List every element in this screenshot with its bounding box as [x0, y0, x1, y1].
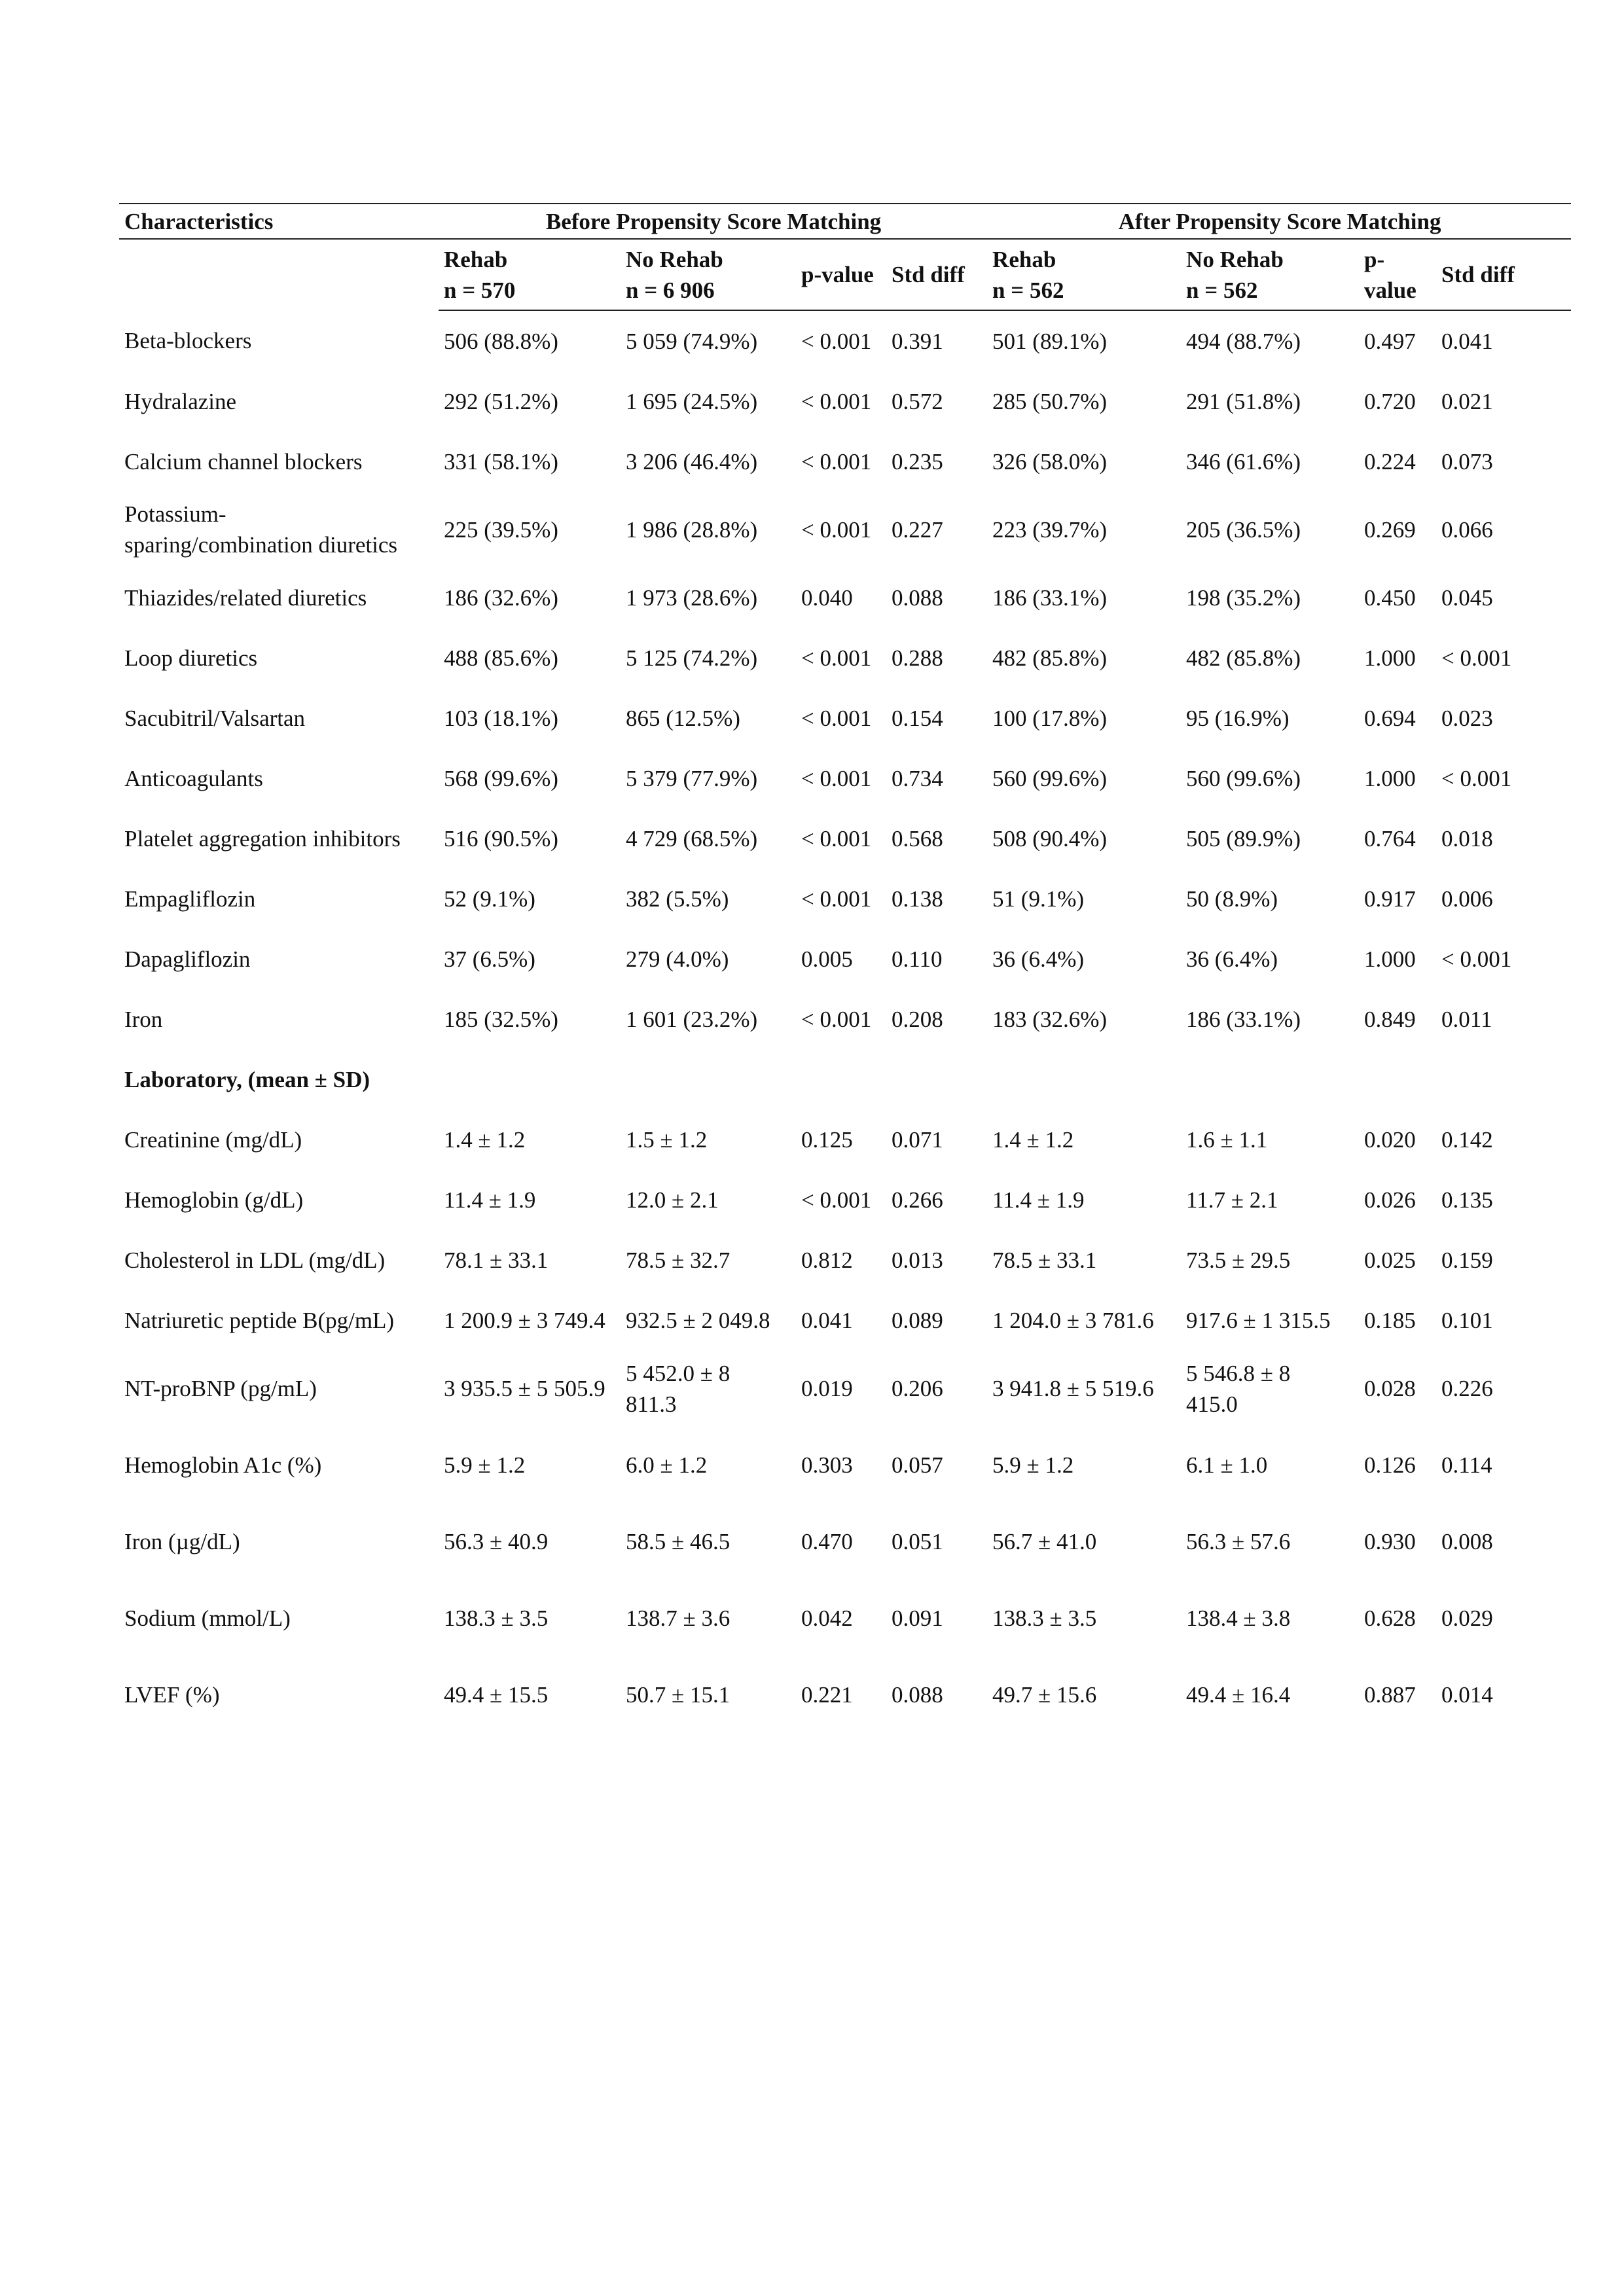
table-row	[119, 1109, 1571, 1170]
cell-before-p-value: < 0.001	[801, 388, 872, 414]
cell-after-no-rehab: 494 (88.7%)	[1186, 328, 1301, 354]
cell-before-p-value: 0.005	[801, 946, 853, 972]
cell-before-rehab: 331 (58.1%)	[444, 448, 558, 475]
row-label: Sodium (mmol/L)	[124, 1605, 291, 1631]
cell-before-rehab: 488 (85.6%)	[444, 645, 558, 671]
cell-before-rehab: 103 (18.1%)	[444, 705, 558, 731]
cell-after-rehab: 482 (85.8%)	[992, 645, 1108, 671]
cell-before-std-diff: 0.206	[892, 1376, 943, 1401]
cell-before-std-diff: 0.288	[892, 645, 943, 671]
cell-before-p-value: 0.221	[801, 1682, 853, 1708]
row-label: Beta-blockers	[124, 328, 252, 353]
cell-after-p-value: 0.849	[1364, 1006, 1416, 1032]
cell-before-no-rehab: 12.0 ± 2.1	[626, 1187, 719, 1213]
cell-after-std-diff: 0.029	[1441, 1605, 1493, 1631]
cell-before-std-diff: 0.013	[892, 1247, 943, 1273]
cell-before-std-diff: 0.089	[892, 1307, 943, 1333]
cell-before-std-diff: 0.138	[892, 886, 943, 912]
row-label: Iron (µg/dL)	[124, 1529, 240, 1554]
cell-before-p-value: 0.041	[801, 1307, 853, 1333]
cell-after-no-rehab: 73.5 ± 29.5	[1186, 1247, 1291, 1273]
cell-before-rehab: 506 (88.8%)	[444, 328, 558, 354]
cell-after-std-diff: 0.073	[1441, 448, 1493, 475]
cell-before-rehab: 1.4 ± 1.2	[444, 1126, 526, 1153]
cell-before-std-diff: 0.088	[892, 584, 943, 611]
cell-after-no-rehab: 11.7 ± 2.1	[1186, 1187, 1278, 1213]
cell-before-rehab: 49.4 ± 15.5	[444, 1682, 549, 1708]
header-after-no-rehab: No Rehab n = 562	[1181, 239, 1359, 310]
cell-after-p-value: 0.497	[1364, 328, 1416, 354]
cell-before-no-rehab: 932.5 ± 2 049.8	[626, 1307, 770, 1333]
header-empty-cell	[119, 239, 439, 310]
cell-before-rehab: 186 (32.6%)	[444, 584, 558, 611]
cell-before-p-value: 0.125	[801, 1126, 853, 1153]
table-row	[119, 628, 1571, 688]
cell-after-std-diff: 0.114	[1441, 1452, 1492, 1478]
cell-after-p-value: 0.694	[1364, 705, 1416, 731]
cell-after-std-diff: < 0.001	[1441, 946, 1512, 972]
cell-before-std-diff: 0.266	[892, 1187, 943, 1213]
cell-before-p-value: 0.303	[801, 1452, 853, 1478]
cell-before-rehab: 5.9 ± 1.2	[444, 1452, 526, 1478]
cell-before-rehab: 185 (32.5%)	[444, 1006, 558, 1032]
cell-after-std-diff: 0.018	[1441, 825, 1493, 852]
table-row	[119, 1427, 1571, 1503]
row-label: Platelet aggregation inhibitors	[124, 825, 401, 852]
table-header-group-row	[119, 204, 1571, 239]
cell-after-p-value: 0.764	[1364, 825, 1416, 852]
row-label: Sacubitril/Valsartan	[124, 705, 306, 731]
cell-after-p-value: 0.269	[1364, 516, 1416, 543]
cell-after-rehab: 5.9 ± 1.2	[992, 1452, 1074, 1478]
cell-after-rehab: 560 (99.6%)	[992, 765, 1108, 791]
cell-after-rehab: 138.3 ± 3.5	[992, 1605, 1097, 1631]
cell-before-std-diff: 0.154	[892, 705, 943, 731]
cell-after-p-value: 0.185	[1364, 1307, 1416, 1333]
characteristics-table-wrap	[119, 203, 1571, 1733]
table-row	[119, 688, 1571, 748]
cell-after-std-diff: 0.011	[1441, 1006, 1492, 1032]
cell-before-std-diff: 0.568	[892, 825, 943, 852]
cell-after-no-rehab: 291 (51.8%)	[1186, 388, 1301, 414]
cell-before-rehab: 516 (90.5%)	[444, 825, 558, 852]
cell-before-no-rehab: 382 (5.5%)	[626, 886, 729, 912]
cell-after-p-value: 1.000	[1364, 946, 1416, 972]
cell-after-std-diff: 0.008	[1441, 1529, 1493, 1554]
cell-before-rehab: 11.4 ± 1.9	[444, 1187, 536, 1213]
cell-after-no-rehab: 346 (61.6%)	[1186, 448, 1301, 475]
cell-after-rehab: 3 941.8 ± 5 519.6	[992, 1376, 1154, 1401]
table-row	[119, 1230, 1571, 1290]
cell-before-p-value: 0.042	[801, 1605, 853, 1631]
cell-after-rehab: 1.4 ± 1.2	[992, 1126, 1074, 1153]
cell-after-no-rehab: 505 (89.9%)	[1186, 825, 1301, 852]
cell-before-no-rehab: 5 452.0 ± 8 811.3	[626, 1360, 731, 1417]
cell-after-no-rehab: 6.1 ± 1.0	[1186, 1452, 1268, 1478]
cell-before-no-rehab: 50.7 ± 15.1	[626, 1682, 731, 1708]
cell-after-std-diff: < 0.001	[1441, 765, 1512, 791]
cell-after-no-rehab: 95 (16.9%)	[1186, 705, 1290, 731]
cell-after-no-rehab: 198 (35.2%)	[1186, 584, 1301, 611]
cell-before-no-rehab: 5 125 (74.2%)	[626, 645, 758, 671]
table-row	[119, 748, 1571, 808]
cell-before-std-diff: 0.071	[892, 1126, 943, 1153]
header-after-matching: After Propensity Score Matching	[987, 204, 1571, 239]
cell-before-rehab: 225 (39.5%)	[444, 516, 558, 543]
cell-before-no-rehab: 1.5 ± 1.2	[626, 1126, 708, 1153]
header-before-rehab: Rehab n = 570	[439, 239, 621, 310]
cell-after-std-diff: 0.159	[1441, 1247, 1493, 1273]
table-row	[119, 989, 1571, 1049]
row-label: Creatinine (mg/dL)	[124, 1126, 302, 1153]
cell-before-no-rehab: 78.5 ± 32.7	[626, 1247, 731, 1273]
cell-before-no-rehab: 1 986 (28.8%)	[626, 516, 758, 543]
cell-before-rehab: 568 (99.6%)	[444, 765, 558, 791]
cell-after-p-value: 0.126	[1364, 1452, 1416, 1478]
cell-after-p-value: 0.020	[1364, 1126, 1416, 1153]
cell-after-p-value: 1.000	[1364, 645, 1416, 671]
cell-before-no-rehab: 6.0 ± 1.2	[626, 1452, 708, 1478]
cell-before-std-diff: 0.057	[892, 1452, 943, 1478]
cell-before-rehab: 292 (51.2%)	[444, 388, 558, 414]
cell-before-no-rehab: 58.5 ± 46.5	[626, 1529, 731, 1554]
cell-after-p-value: 0.628	[1364, 1605, 1416, 1631]
laboratory-section-heading: Laboratory, (mean ± SD)	[124, 1066, 370, 1092]
cell-after-rehab: 36 (6.4%)	[992, 946, 1085, 972]
cell-after-std-diff: 0.014	[1441, 1682, 1493, 1708]
cell-before-p-value: < 0.001	[801, 328, 872, 354]
cell-after-rehab: 183 (32.6%)	[992, 1006, 1108, 1032]
cell-after-p-value: 0.720	[1364, 388, 1416, 414]
cell-after-rehab: 51 (9.1%)	[992, 886, 1085, 912]
cell-before-rehab: 52 (9.1%)	[444, 886, 535, 912]
row-label: NT-proBNP (pg/mL)	[124, 1376, 317, 1401]
cell-before-std-diff: 0.110	[892, 946, 943, 972]
cell-after-no-rehab: 917.6 ± 1 315.5	[1186, 1307, 1331, 1333]
cell-after-p-value: 1.000	[1364, 765, 1416, 791]
row-label: Thiazides/related diuretics	[124, 584, 367, 611]
cell-after-no-rehab: 49.4 ± 16.4	[1186, 1682, 1291, 1708]
row-label: Potassium- sparing/combination diuretics	[124, 501, 397, 558]
cell-before-std-diff: 0.391	[892, 328, 943, 354]
cell-after-rehab: 56.7 ± 41.0	[992, 1529, 1097, 1554]
cell-before-rehab: 78.1 ± 33.1	[444, 1247, 549, 1273]
characteristics-table	[119, 203, 1571, 1733]
row-label: Hydralazine	[124, 388, 237, 414]
table-row	[119, 1350, 1571, 1427]
cell-after-p-value: 0.025	[1364, 1247, 1416, 1273]
cell-before-no-rehab: 1 973 (28.6%)	[626, 584, 758, 611]
cell-after-no-rehab: 138.4 ± 3.8	[1186, 1605, 1291, 1631]
cell-before-no-rehab: 5 379 (77.9%)	[626, 765, 758, 791]
cell-before-no-rehab: 5 059 (74.9%)	[626, 328, 758, 354]
cell-after-std-diff: 0.006	[1441, 886, 1493, 912]
cell-after-rehab: 100 (17.8%)	[992, 705, 1108, 731]
row-label: Anticoagulants	[124, 765, 263, 791]
cell-before-p-value: < 0.001	[801, 516, 872, 543]
cell-after-std-diff: 0.045	[1441, 584, 1493, 611]
table-row	[119, 929, 1571, 989]
cell-before-std-diff: 0.227	[892, 516, 943, 543]
cell-before-p-value: < 0.001	[801, 645, 872, 671]
cell-after-p-value: 0.026	[1364, 1187, 1416, 1213]
cell-before-p-value: < 0.001	[801, 886, 872, 912]
cell-before-p-value: 0.812	[801, 1247, 853, 1273]
header-before-std-diff: Std diff	[886, 239, 987, 310]
table-row	[119, 431, 1571, 492]
cell-before-std-diff: 0.235	[892, 448, 943, 475]
cell-before-p-value: < 0.001	[801, 705, 872, 731]
cell-after-std-diff: 0.041	[1441, 328, 1493, 354]
cell-after-p-value: 0.917	[1364, 886, 1416, 912]
table-row	[119, 869, 1571, 929]
header-before-matching: Before Propensity Score Matching	[439, 204, 987, 239]
cell-before-p-value: 0.040	[801, 584, 853, 611]
cell-before-rehab: 56.3 ± 40.9	[444, 1529, 549, 1554]
cell-after-no-rehab: 36 (6.4%)	[1186, 946, 1278, 972]
cell-after-std-diff: 0.101	[1441, 1307, 1493, 1333]
cell-before-p-value: < 0.001	[801, 1006, 872, 1032]
cell-after-no-rehab: 205 (36.5%)	[1186, 516, 1301, 543]
cell-before-p-value: < 0.001	[801, 765, 872, 791]
cell-before-p-value: < 0.001	[801, 1187, 872, 1213]
cell-before-no-rehab: 279 (4.0%)	[626, 946, 729, 972]
cell-before-no-rehab: 4 729 (68.5%)	[626, 825, 758, 852]
cell-before-no-rehab: 1 695 (24.5%)	[626, 388, 758, 414]
row-label: Loop diuretics	[124, 645, 258, 671]
cell-after-std-diff: 0.066	[1441, 516, 1493, 543]
cell-before-rehab: 1 200.9 ± 3 749.4	[444, 1307, 605, 1333]
cell-before-no-rehab: 865 (12.5%)	[626, 705, 740, 731]
cell-after-no-rehab: 482 (85.8%)	[1186, 645, 1301, 671]
cell-before-no-rehab: 3 206 (46.4%)	[626, 448, 758, 475]
table-row	[119, 567, 1571, 628]
cell-before-no-rehab: 1 601 (23.2%)	[626, 1006, 758, 1032]
cell-before-std-diff: 0.208	[892, 1006, 943, 1032]
cell-after-rehab: 508 (90.4%)	[992, 825, 1108, 852]
cell-after-p-value: 0.450	[1364, 584, 1416, 611]
row-label: Calcium channel blockers	[124, 448, 363, 475]
row-label: LVEF (%)	[124, 1682, 220, 1708]
cell-before-rehab: 3 935.5 ± 5 505.9	[444, 1376, 605, 1401]
cell-before-p-value: < 0.001	[801, 448, 872, 475]
cell-before-p-value: 0.019	[801, 1376, 853, 1401]
row-label: Iron	[124, 1006, 163, 1032]
table-row	[119, 1580, 1571, 1657]
table-row	[119, 371, 1571, 431]
cell-after-std-diff: < 0.001	[1441, 645, 1512, 671]
cell-before-std-diff: 0.091	[892, 1605, 943, 1631]
row-label: Hemoglobin (g/dL)	[124, 1187, 304, 1213]
header-before-p-value: p-value	[796, 239, 886, 310]
cell-after-std-diff: 0.226	[1441, 1376, 1493, 1401]
cell-before-rehab: 138.3 ± 3.5	[444, 1605, 549, 1631]
row-label: Natriuretic peptide B(pg/mL)	[124, 1307, 395, 1333]
table-row	[119, 1657, 1571, 1733]
cell-after-rehab: 186 (33.1%)	[992, 584, 1108, 611]
table-row	[119, 1290, 1571, 1350]
cell-after-rehab: 78.5 ± 33.1	[992, 1247, 1097, 1273]
cell-after-rehab: 285 (50.7%)	[992, 388, 1108, 414]
laboratory-section-row	[119, 1049, 1571, 1109]
table-header-sub-row	[119, 239, 1571, 310]
header-after-p-value: p- value	[1359, 239, 1436, 310]
header-after-rehab: Rehab n = 562	[987, 239, 1181, 310]
table-row	[119, 808, 1571, 869]
cell-after-no-rehab: 5 546.8 ± 8 415.0	[1186, 1360, 1291, 1417]
cell-before-rehab: 37 (6.5%)	[444, 946, 535, 972]
row-label: Hemoglobin A1c (%)	[124, 1452, 322, 1478]
cell-after-p-value: 0.887	[1364, 1682, 1416, 1708]
header-after-std-diff: Std diff	[1436, 239, 1571, 310]
cell-after-no-rehab: 186 (33.1%)	[1186, 1006, 1301, 1032]
row-label: Empagliflozin	[124, 886, 256, 912]
table-row	[119, 1503, 1571, 1580]
cell-before-std-diff: 0.088	[892, 1682, 943, 1708]
row-label: Cholesterol in LDL (mg/dL)	[124, 1247, 386, 1273]
table-row	[119, 1170, 1571, 1230]
cell-after-rehab: 501 (89.1%)	[992, 328, 1108, 354]
cell-before-std-diff: 0.734	[892, 765, 943, 791]
cell-after-rehab: 1 204.0 ± 3 781.6	[992, 1307, 1154, 1333]
cell-after-p-value: 0.224	[1364, 448, 1416, 475]
cell-after-p-value: 0.930	[1364, 1529, 1416, 1554]
cell-before-std-diff: 0.051	[892, 1529, 943, 1554]
cell-after-p-value: 0.028	[1364, 1376, 1416, 1401]
table-row	[119, 310, 1571, 371]
cell-after-std-diff: 0.021	[1441, 388, 1493, 414]
cell-before-std-diff: 0.572	[892, 388, 943, 414]
cell-after-rehab: 49.7 ± 15.6	[992, 1682, 1097, 1708]
cell-after-std-diff: 0.142	[1441, 1126, 1493, 1153]
table-row	[119, 492, 1571, 567]
cell-after-rehab: 326 (58.0%)	[992, 448, 1108, 475]
cell-before-p-value: < 0.001	[801, 825, 872, 852]
cell-after-rehab: 223 (39.7%)	[992, 516, 1108, 543]
row-label: Dapagliflozin	[124, 946, 251, 972]
cell-after-rehab: 11.4 ± 1.9	[992, 1187, 1085, 1213]
cell-after-std-diff: 0.023	[1441, 705, 1493, 731]
cell-after-no-rehab: 1.6 ± 1.1	[1186, 1126, 1268, 1153]
cell-after-no-rehab: 560 (99.6%)	[1186, 765, 1301, 791]
cell-after-no-rehab: 56.3 ± 57.6	[1186, 1529, 1291, 1554]
cell-before-p-value: 0.470	[801, 1529, 853, 1554]
header-characteristics: Characteristics	[119, 204, 439, 239]
header-before-no-rehab: No Rehab n = 6 906	[621, 239, 796, 310]
cell-after-no-rehab: 50 (8.9%)	[1186, 886, 1278, 912]
cell-before-no-rehab: 138.7 ± 3.6	[626, 1605, 731, 1631]
cell-after-std-diff: 0.135	[1441, 1187, 1493, 1213]
